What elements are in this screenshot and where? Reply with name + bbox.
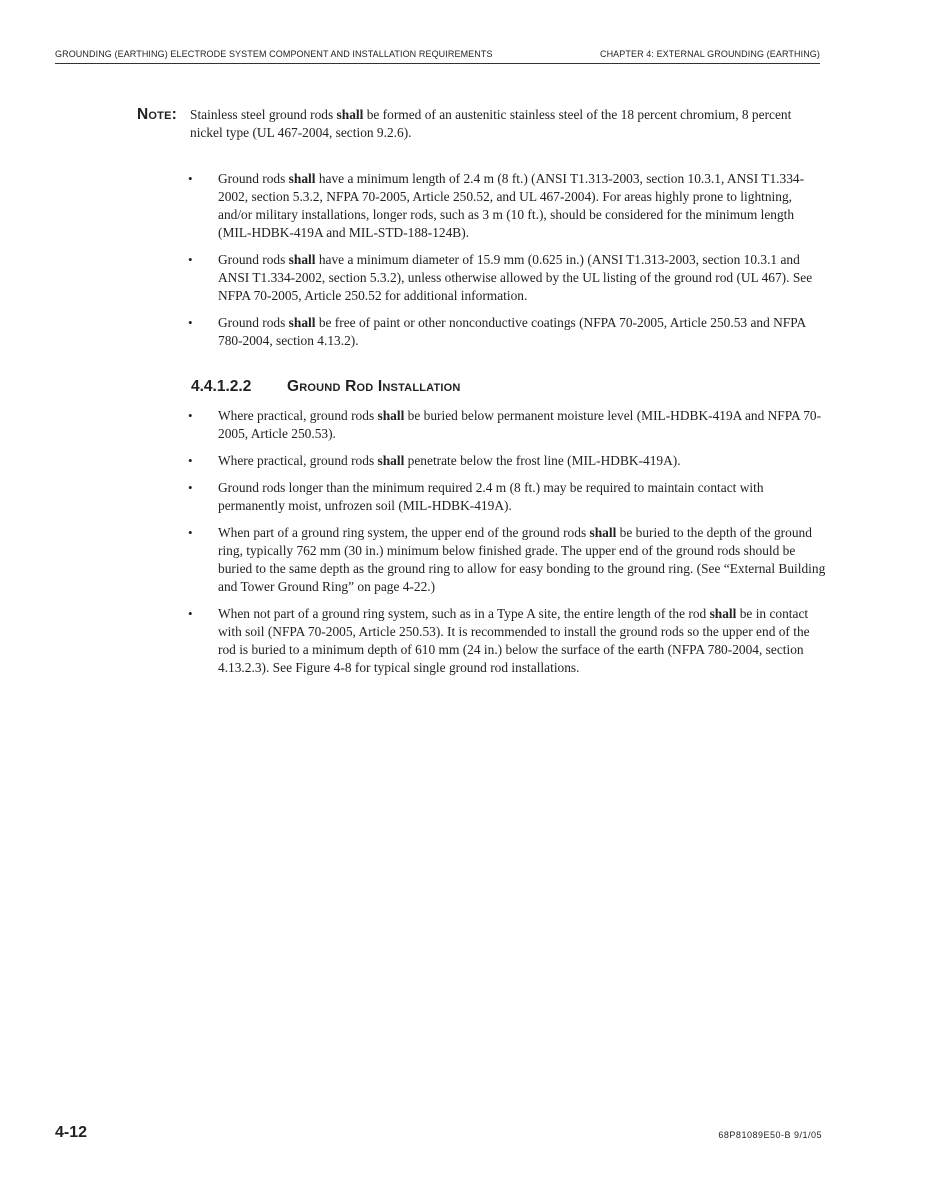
list-item-bold: shall xyxy=(377,453,405,468)
note-text-part: be formed of an austenitic stainless steel of the 18 percent chromium, 8 percent nickel type (UL 467-2004, section 9.2.6). xyxy=(190,107,792,140)
list-item-text: be buried below permanent moisture level (MIL-HDBK-419A and NFPA 70-2005, Article 250.53). xyxy=(218,408,822,441)
requirements-list xyxy=(188,170,828,359)
list-item-text: Where practical, ground rods xyxy=(218,408,378,423)
installation-list xyxy=(188,407,828,686)
note-label: Note: xyxy=(137,106,177,123)
document-id: 68P81089E50-B 9/1/05 xyxy=(718,1130,822,1140)
list-item xyxy=(188,407,828,443)
section-number: 4.4.1.2.2 xyxy=(191,378,252,395)
list-item-text: penetrate below the frost line (MIL-HDBK-419A). xyxy=(404,453,681,468)
list-item xyxy=(188,170,828,242)
list-item-text: have a minimum length of 2.4 m (8 ft.) (ANSI T1.313-2003, section 10.3.1, ANSI T1.334-2002, section 5.3.2, NFPA 70-2005, Article 250.52, and UL 467-2004). For areas highly prone to lightning, and/or military installations, longer rods, such as 3 m (10 ft.), should be considered for the minimum length (MIL-HDBK-419A and MIL-STD-188-124B). xyxy=(218,171,805,240)
note-block xyxy=(137,106,827,142)
list-item-text: be in contact with soil (NFPA 70-2005, Article 250.53). It is recommended to install the ground rods so the upper end of the rod is buried to a minimum depth of 610 mm (24 in.) below the surface of the earth (NFPA 780-2004, section 4.13.2.3). See Figure 4-8 for typical single ground rod installations. xyxy=(218,606,810,675)
list-item-text: Ground rods xyxy=(218,171,289,186)
section-heading xyxy=(191,378,461,396)
list-item-text: When not part of a ground ring system, such as in a Type A site, the entire length of the rod xyxy=(218,606,710,621)
list-item-text: Ground rods xyxy=(218,252,289,267)
list-item xyxy=(188,452,828,470)
page-number: 4-12 xyxy=(55,1124,88,1141)
section-title: Ground Rod Installation xyxy=(287,378,461,395)
list-item-text: Ground rods xyxy=(218,315,289,330)
list-item-text: When part of a ground ring system, the upper end of the ground rods xyxy=(218,525,590,540)
list-item-bold: shall xyxy=(589,525,617,540)
list-item-text: Ground rods longer than the minimum required 2.4 m (8 ft.) may be required to maintain contact with permanently moist, unfrozen soil (MIL-HDBK-419A). xyxy=(218,480,764,513)
note-text xyxy=(190,106,827,142)
list-item xyxy=(188,479,828,515)
list-item-bold: shall xyxy=(288,171,316,186)
note-text-part: Stainless steel ground rods xyxy=(190,107,337,122)
list-item-bold: shall xyxy=(288,252,316,267)
list-item xyxy=(188,524,828,596)
list-item-bold: shall xyxy=(709,606,737,621)
list-item-text: be free of paint or other nonconductive coatings (NFPA 70-2005, Article 250.53 and NFPA 780-2004, section 4.13.2). xyxy=(218,315,806,348)
list-item xyxy=(188,314,828,350)
list-item-text: be buried to the depth of the ground ring, typically 762 mm (30 in.) minimum below finished grade. The upper end of the ground rods should be buried to the same depth as the ground ring to allow for easy bonding to the ground ring. (See “External Building and Tower Ground Ring” on page 4-22.) xyxy=(218,525,826,594)
list-item xyxy=(188,605,828,677)
running-header xyxy=(55,49,820,64)
list-item-text: Where practical, ground rods xyxy=(218,453,378,468)
header-section-title: GROUNDING (EARTHING) ELECTRODE SYSTEM COMPONENT AND INSTALLATION REQUIREMENTS xyxy=(55,49,493,59)
list-item xyxy=(188,251,828,305)
note-bold-word: shall xyxy=(336,107,364,122)
list-item-bold: shall xyxy=(288,315,316,330)
list-item-bold: shall xyxy=(377,408,405,423)
list-item-text: have a minimum diameter of 15.9 mm (0.625 in.) (ANSI T1.313-2003, section 10.3.1 and ANSI T1.334-2002, section 5.3.2), unless otherwise allowed by the UL listing of the ground rod (UL 467). See NFPA 70-2005, Article 250.52 for additional information. xyxy=(218,252,813,303)
header-chapter-title: CHAPTER 4: EXTERNAL GROUNDING (EARTHING) xyxy=(599,49,820,59)
